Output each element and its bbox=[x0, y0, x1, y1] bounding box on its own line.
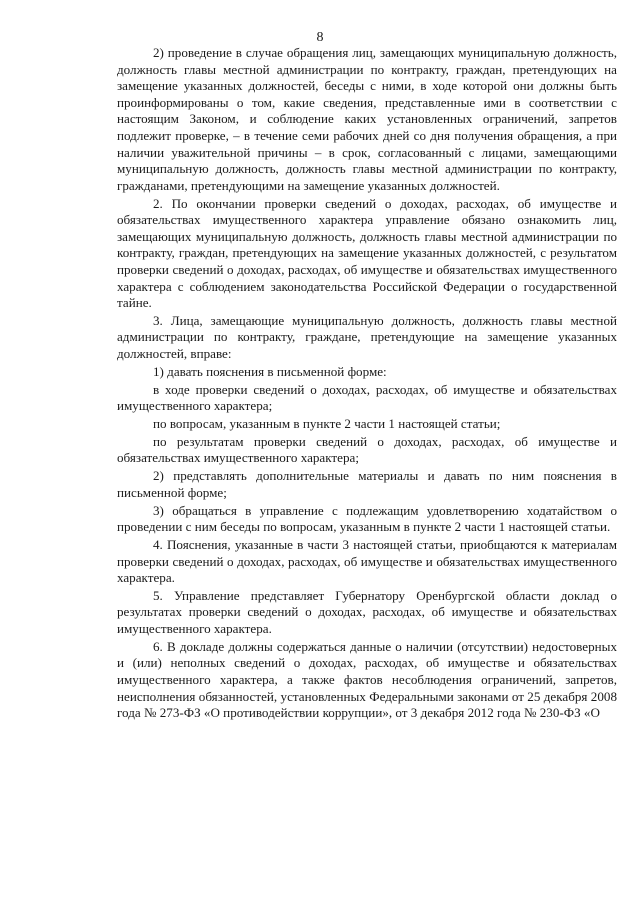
page-number: 8 bbox=[316, 30, 324, 45]
paragraph-part-2-familiarization: 2. По окончании проверки сведений о доходах, расходах, об имуществе и обязательствах имущественного характера управление обязано ознакомить лиц, замещающих муниципальную должность, должность главы местной администрации по контракту, граждан, претендующих на замещение указанных должностей, с результатом проверки сведений о доходах, расходах, об имуществе и обязательствах имущественного характера с соблюдением законодательства Российской Федерации о государственной тайне. bbox=[117, 195, 617, 311]
paragraph-right-3-petition: 3) обращаться в управление с подлежащим удовлетворению ходатайством о проведении с ним беседы по вопросам, указанным в пункте 2 части 1 настоящей статьи. bbox=[117, 502, 617, 535]
paragraph-part-3-rights: 3. Лица, замещающие муниципальную должность, должность главы местной администрации по контракту, граждане, претендующие на замещение указанных должностей, вправе: bbox=[117, 312, 617, 362]
paragraph-part-6-report-content: 6. В докладе должны содержаться данные о наличии (отсутствии) недостоверных и (или) неполных сведений о доходах, расходах, об имуществе и обязательствах имущественного характера, а также фактов несоблюдения ограничений, запретов, неисполнения обязанностей, установленных Федеральными законами от 25 декабря 2008 года № 273-ФЗ «О противодействии коррупции», от 3 декабря 2012 года № 230-ФЗ «О bbox=[117, 638, 617, 721]
paragraph-right-1-during-check: в ходе проверки сведений о доходах, расходах, об имуществе и обязательствах имущественного характера; bbox=[117, 381, 617, 414]
paragraph-right-1-results: по результатам проверки сведений о доходах, расходах, об имуществе и обязательствах имущественного характера; bbox=[117, 433, 617, 466]
paragraph-item-2-conversation: 2) проведение в случае обращения лиц, замещающих муниципальную должность, должность главы местной администрации по контракту, граждан, претендующих на замещение указанных должностей, беседы с ними, в ходе которой они должны быть проинформированы о том, какие сведения, представленные ими в соответствии с настоящим Законом, и соблюдение каких установленных ограничений, запретов подлежит проверке, – в течение семи рабочих дней со дня получения обращения, а при наличии уважительной причины – в срок, согласованный с лицами, замещающими муниципальную должность, должность главы местной администрации по контракту, гражданами, претендующими на замещение указанных должностей. bbox=[117, 45, 617, 193]
paragraph-right-1-questions: по вопросам, указанным в пункте 2 части 1 настоящей статьи; bbox=[153, 416, 501, 431]
paragraph-right-2-materials: 2) представлять дополнительные материалы и давать по ним пояснения в письменной форме; bbox=[117, 468, 617, 500]
paragraph-part-4-explanations: 4. Пояснения, указанные в части 3 настоящей статьи, приобщаются к материалам проверки сведений о доходах, расходах, об имуществе и обязательствах имущественного характера. bbox=[117, 536, 617, 586]
paragraph-part-5-report: 5. Управление представляет Губернатору Оренбургской области доклад о результатах проверки сведений о доходах, расходах, об имуществе и обязательствах имущественного характера. bbox=[117, 587, 617, 637]
paragraph-right-1-explanations: 1) давать пояснения в письменной форме: bbox=[153, 363, 387, 379]
document-body bbox=[117, 45, 617, 722]
